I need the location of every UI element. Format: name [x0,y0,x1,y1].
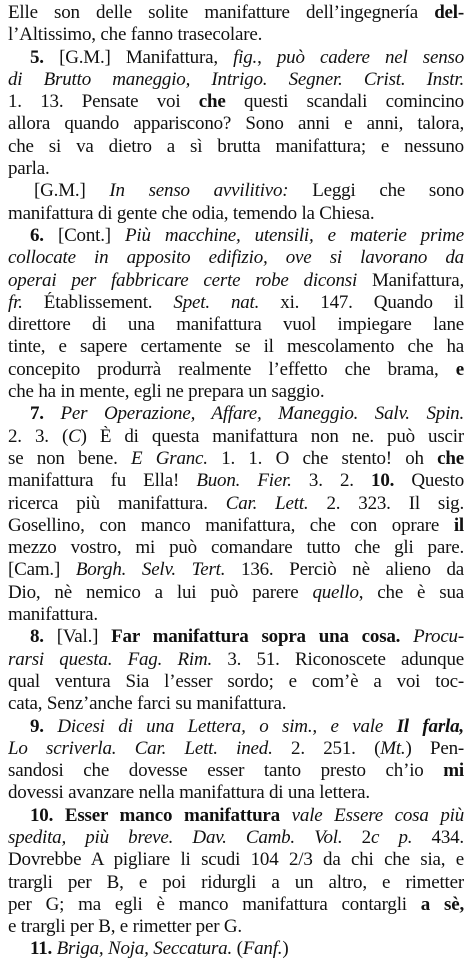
text-segment: [G.M.] Manifattura, [59,46,234,68]
text-line [8,203,464,225]
text-segment: Esser manco manifattura [64,804,280,826]
text-segment: [Cam.] [8,559,76,581]
text-segment: 434. [412,826,464,848]
text-line [8,381,464,403]
text-segment: che [437,447,464,469]
text-line [8,292,464,314]
text-segment: questi scandali comincino [225,91,464,113]
text-line [8,849,464,871]
text-line [8,91,464,113]
text-segment: 2 [342,826,371,848]
text-segment: ( [232,938,243,960]
text-segment: 1. 1. O che stento! oh [207,447,438,469]
text-segment: dovessi avanzare nella manifattura di una lettera. [8,782,370,804]
text-segment: Lo scriverla. Car. Lett. ined. [8,737,273,759]
text-segment: Far manifattura sopra una cosa. [111,626,401,648]
text-segment: fig. [233,46,258,68]
text-segment: Car. Lett. [225,492,309,514]
text-line [8,426,464,448]
text-segment: Leggi che sono [288,180,464,202]
text-segment: ricerca più manifattura. [8,492,226,514]
text-segment: 3. 51. Riconoscete adunque [212,648,464,670]
text-line [8,515,464,537]
text-segment: Buon. Fier. [196,470,292,492]
text-segment: se non bene. [8,447,131,469]
text-segment: 9. [30,715,58,737]
text-segment: Établissement. [22,291,174,313]
text-segment: parla. [8,158,50,180]
text-segment: , [257,46,277,68]
text-line [8,158,464,180]
text-segment: , che è sua [358,581,464,603]
text-segment: 11. [30,938,57,960]
text-line [8,225,464,247]
text-segment: può cadere nel senso [276,46,464,68]
text-segment: Procu- [413,626,464,648]
text-line [8,493,464,515]
text-line [8,448,464,470]
text-segment: che ha in mente, egli ne prepara un saggio. [8,381,325,403]
text-line [8,2,464,24]
text-segment: [Val.] [56,626,112,648]
text-segment: 7. [30,403,61,425]
text-segment: 2. 323. Il sig. [308,492,464,514]
text-line [8,805,464,827]
text-segment: l’Altissimo, che fanno trasecolare. [8,24,263,46]
text-segment: 2. 3. ( [8,425,69,447]
text-segment: 3. 2. [291,470,372,492]
text-line [8,359,464,381]
text-segment: concepito produrrà realmente l’effetto che brama, [8,358,456,380]
text-segment: collocate in apposito edifizio, ove si lavorano da [8,247,464,269]
text-segment: xi. 147. Quando il [259,291,464,313]
text-segment: Borgh. Selv. Tert. [75,559,226,581]
text-line [8,716,464,738]
text-segment: 10. [30,804,65,826]
text-line [8,738,464,760]
text-segment: ) [282,938,289,960]
text-segment: ) Pen- [405,737,464,759]
text-segment: E Granc. [130,447,208,469]
text-segment: operai per fabbricare certe robe diconsi [8,269,358,291]
text-segment: Dio, nè nemico a lui può parere [8,581,313,603]
text-segment: Fanf. [242,938,283,960]
text-segment: manifattura di gente che odia, temendo la Chiesa. [8,202,375,224]
text-line [8,314,464,336]
text-line [8,582,464,604]
text-line [8,180,464,202]
text-segment: Più macchine, utensili, e materie prime [124,224,464,246]
text-line [8,247,464,269]
text-segment: che [198,91,226,113]
text-segment: 136. Perciò nè alieno da [225,559,464,581]
text-segment: fr. [8,291,23,313]
text-segment [400,626,413,647]
text-line [8,136,464,158]
text-segment: Mt. [380,737,406,759]
text-line [8,24,464,46]
text-segment: cata, Senz’anche farci su manifattura. [8,693,287,715]
text-segment: sandosi che dovesse esser tanto presto ch’io [8,760,444,782]
text-segment: mi [443,760,464,782]
text-segment: manifattura fu Ella! [8,470,197,492]
text-line [8,604,464,626]
text-segment: Manifattura, [357,269,464,291]
text-segment: C [68,425,81,447]
text-line [8,336,464,358]
text-segment: p. [398,826,413,848]
text-line [8,827,464,849]
text-segment: Elle son delle solite manifatture dell’ingegnería [8,2,435,23]
text-segment: di Brutto maneggio, Intrigo. Segner. Crist. Instr. [8,68,464,90]
text-segment: tinte, e sapere certamente se il mescolamento che ha [8,336,464,358]
text-segment: manifattura. [8,604,98,626]
text-line [8,760,464,782]
text-segment: spedita, più breve. Dav. Camb. Vol. [8,826,343,848]
text-line [8,69,464,91]
text-line [8,270,464,292]
text-segment: c [370,826,380,848]
text-line [8,113,464,135]
text-segment: e [455,358,464,380]
text-segment [280,805,292,826]
text-segment: [Cont.] [57,224,125,246]
text-segment: Briga, Noja, Seccatura. [56,938,233,960]
text-line [8,693,464,715]
text-line [8,537,464,559]
text-segment: 10. [371,470,395,492]
text-segment: Dicesi di una Lettera, o sim., e vale [57,715,384,737]
text-segment: vale Essere cosa più [291,804,464,826]
text-segment: ) È di questa manifattura non ne. può uscir [80,425,464,447]
text-segment: Questo [394,470,464,492]
text-segment: Dovrebbe A pigliare li scudi 104 2/3 da chi che sia, e [8,849,464,871]
text-line [8,894,464,916]
text-segment: e trargli per B, e rimetter per G. [8,916,242,938]
text-segment: del- [434,2,464,23]
text-line [8,916,464,938]
text-segment: trargli per B, e poi ridurgli a un altro, e rimetter [8,871,464,893]
text-segment: 1. 13. Pensate voi [8,91,199,113]
text-segment: In senso avvilitivo: [109,180,289,202]
text-segment: 8. [30,626,57,648]
text-segment: Spet. nat. [173,291,260,313]
text-segment: per G; ma egli è manco manifattura contargli [8,893,421,915]
text-segment: che si va dietro a sì brutta manifattura; e nessuno [8,135,464,157]
text-segment: mezzo vostro, mi può comandare tutto che gli pare. [8,537,464,559]
text-segment: Gosellino, con manco manifattura, che con oprare [8,514,454,536]
text-segment: a sè, [420,893,464,915]
text-line [8,938,464,960]
text-segment: Per Operazione, Affare, Maneggio. Salv. Spin. [60,403,464,425]
text-segment: allora quando appariscono? Sono anni e anni, talora, [8,113,464,135]
text-line [8,626,464,648]
text-line [8,782,464,804]
text-line [8,47,464,69]
text-line [8,470,464,492]
text-segment: qual ventura Sia l’esser sordo; e com’è a voi toc- [8,670,464,692]
text-segment: 2. 251. ( [272,737,381,759]
text-segment: quello [312,581,359,603]
text-line [8,403,464,425]
text-line [8,872,464,894]
text-segment: Il farla, [383,715,464,737]
text-line [8,649,464,671]
text-segment [379,827,398,848]
text-segment: direttore di una manifattura vuol impiegare lane [8,314,464,336]
text-segment: 5. [30,46,60,68]
text-segment: 6. [30,224,58,246]
text-line [8,671,464,693]
text-segment: il [453,514,464,536]
text-segment: rarsi questa. Fag. Rim. [8,648,213,670]
text-segment: [G.M.] [34,180,110,202]
text-line [8,559,464,581]
